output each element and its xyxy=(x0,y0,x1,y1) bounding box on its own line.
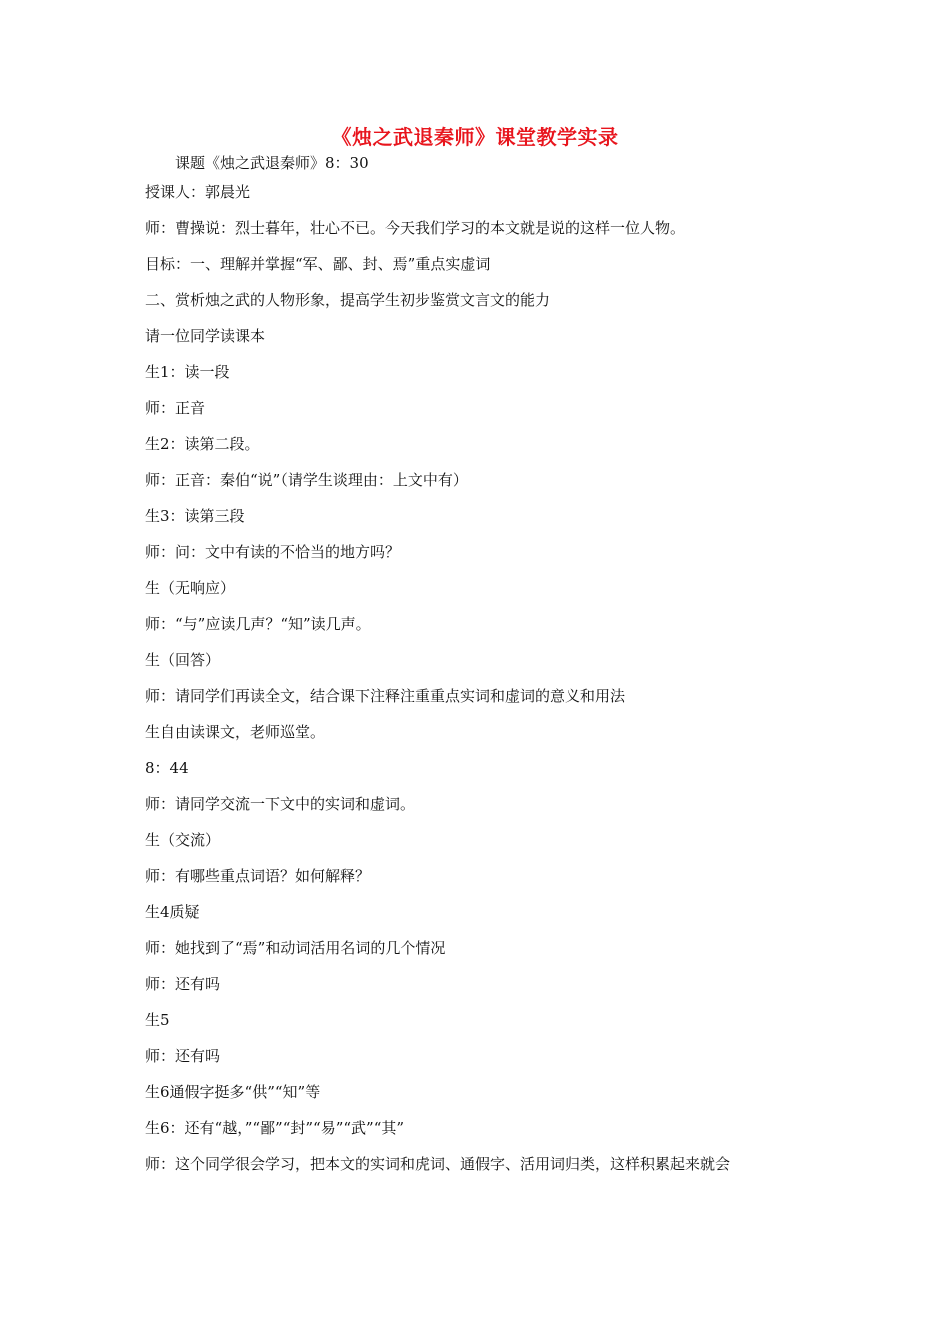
paragraph-line: 生2：读第二段。 xyxy=(145,435,260,453)
paragraph-line: 师：曹操说：烈士暮年，壮心不已。今天我们学习的本文就是说的这样一位人物。 xyxy=(145,219,686,237)
paragraph-line: 生（交流） xyxy=(145,831,221,849)
paragraph-line: 生自由读课文，老师巡堂。 xyxy=(145,723,326,741)
paragraph-line: 师：她找到了“焉”和动词活用名词的几个情况 xyxy=(145,939,446,957)
paragraph-line: 师：正音 xyxy=(145,399,206,417)
paragraph-line: 目标：一、理解并掌握“军、鄙、封、焉”重点实虚词 xyxy=(145,255,491,273)
paragraph-line: 师：这个同学很会学习，把本文的实词和虎词、通假字、活用词归类，这样积累起来就会 xyxy=(145,1155,731,1173)
paragraph-line: 生3：读第三段 xyxy=(145,507,245,525)
paragraph-line: 生1：读一段 xyxy=(145,363,230,381)
paragraph-line: 生6通假字挺多“供”“知”等 xyxy=(145,1083,321,1101)
document-body xyxy=(145,150,825,1187)
paragraph-line: 生6：还有“越，”“鄙”“封”“易”“武”“其” xyxy=(145,1119,405,1137)
teacher-name-line: 授课人：郭晨光 xyxy=(145,183,251,201)
paragraph-line: 师：请同学交流一下文中的实词和虚词。 xyxy=(145,795,416,813)
paragraph-line: 师：正音：秦伯“说”（请学生谈理由：上文中有） xyxy=(145,471,468,489)
paragraph-line: 师：问：文中有读的不恰当的地方吗？ xyxy=(145,543,401,561)
paragraph-line: 8：44 xyxy=(145,759,189,777)
paragraph-line: 师：还有吗 xyxy=(145,975,221,993)
document-title: 《烛之武退秦师》课堂教学实录 xyxy=(331,125,619,149)
paragraph-line: 生5 xyxy=(145,1011,170,1029)
paragraph-line: 二、赏析烛之武的人物形象，提高学生初步鉴赏文言文的能力 xyxy=(145,291,551,309)
lesson-topic-line: 课题《烛之武退秦师》8：30 xyxy=(175,154,369,172)
paragraph-line: 师：还有吗 xyxy=(145,1047,221,1065)
paragraph-line: 师：“与”应读几声？“知”读几声。 xyxy=(145,615,371,633)
paragraph-line: 生（回答） xyxy=(145,651,221,669)
paragraph-line: 请一位同学读课本 xyxy=(145,327,266,345)
paragraph-line: 生4质疑 xyxy=(145,903,200,921)
paragraph-line: 师：请同学们再读全文，结合课下注释注重重点实词和虚词的意义和用法 xyxy=(145,687,626,705)
paragraph-line: 师：有哪些重点词语？如何解释？ xyxy=(145,867,371,885)
paragraph-line: 生（无响应） xyxy=(145,579,236,597)
